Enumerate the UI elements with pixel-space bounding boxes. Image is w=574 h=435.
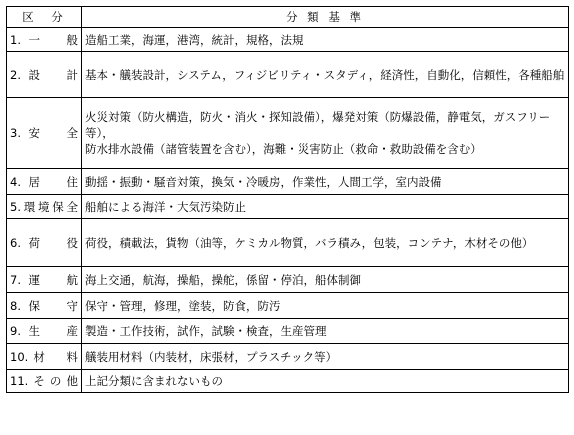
row-criteria bbox=[82, 344, 569, 370]
row-category: 6.荷 役 bbox=[7, 219, 82, 267]
row-category: 11.その他 bbox=[7, 370, 82, 393]
criteria-line: 動揺・振動・騒音対策，換気・冷暖房，作業性，人間工学，室内設備 bbox=[85, 174, 442, 189]
classification-table bbox=[6, 6, 569, 393]
row-category: 4.居 住 bbox=[7, 169, 82, 195]
table-row bbox=[7, 28, 569, 52]
header-category: 区 分 bbox=[7, 7, 82, 28]
criteria-line: 防水排水設備（諸管装置を含む），海難・災害防止（救命・救助設備を含む） bbox=[85, 142, 482, 156]
criteria-line: 艤装用材料（内装材，床張材，プラスチック等） bbox=[85, 349, 338, 364]
table-row bbox=[7, 344, 569, 370]
criteria-line: 基本・艤装設計，システム，フィジビリティ・スタディ，経済性，自動化，信頼性，各種船舶 bbox=[85, 67, 565, 82]
criteria-line: 火災対策（防火構造，防火・消火・探知設備），爆発対策（防爆設備，静電気，ガスフリー等）， bbox=[85, 110, 551, 140]
criteria-line: 上記分類に含まれないもの bbox=[85, 374, 223, 388]
row-criteria bbox=[82, 52, 569, 98]
row-criteria bbox=[82, 28, 569, 52]
table-row bbox=[7, 267, 569, 293]
table-row bbox=[7, 98, 569, 169]
header-row bbox=[7, 7, 569, 28]
row-category: 3.安 全 bbox=[7, 98, 82, 169]
table-row bbox=[7, 219, 569, 267]
row-criteria bbox=[82, 195, 569, 219]
criteria-line: 保守・管理，修理，塗装，防食，防汚 bbox=[85, 298, 281, 313]
table-row bbox=[7, 293, 569, 319]
row-criteria bbox=[82, 169, 569, 195]
table-row bbox=[7, 370, 569, 393]
criteria-line: 荷役，積載法，貨物（油等，ケミカル物質，バラ積み，包装，コンテナ，木材その他） bbox=[85, 235, 534, 250]
criteria-line: 製造・工作技術，試作，試験・検査，生産管理 bbox=[85, 324, 327, 338]
row-criteria bbox=[82, 219, 569, 267]
row-category: 10.材 料 bbox=[7, 344, 82, 370]
criteria-line: 船舶による海洋・大気汚染防止 bbox=[85, 199, 246, 214]
table-row bbox=[7, 319, 569, 344]
table-row bbox=[7, 195, 569, 219]
criteria-line: 造船工業，海運，港湾，統計，規格，法規 bbox=[85, 32, 304, 47]
row-category: 7.運 航 bbox=[7, 267, 82, 293]
row-category: 9.生 産 bbox=[7, 319, 82, 344]
row-category: 2.設 計 bbox=[7, 52, 82, 98]
row-criteria bbox=[82, 267, 569, 293]
table-row bbox=[7, 169, 569, 195]
row-category: 5.環境保全 bbox=[7, 195, 82, 219]
row-category: 8.保 守 bbox=[7, 293, 82, 319]
header-criteria: 分 類 基 準 bbox=[82, 7, 569, 28]
row-criteria bbox=[82, 98, 569, 169]
table-row bbox=[7, 52, 569, 98]
row-category: 1.一 般 bbox=[7, 28, 82, 52]
row-criteria bbox=[82, 319, 569, 344]
criteria-line: 海上交通，航海，操船，操舵，係留・停泊，船体制御 bbox=[85, 272, 361, 287]
row-criteria bbox=[82, 293, 569, 319]
row-criteria bbox=[82, 370, 569, 393]
